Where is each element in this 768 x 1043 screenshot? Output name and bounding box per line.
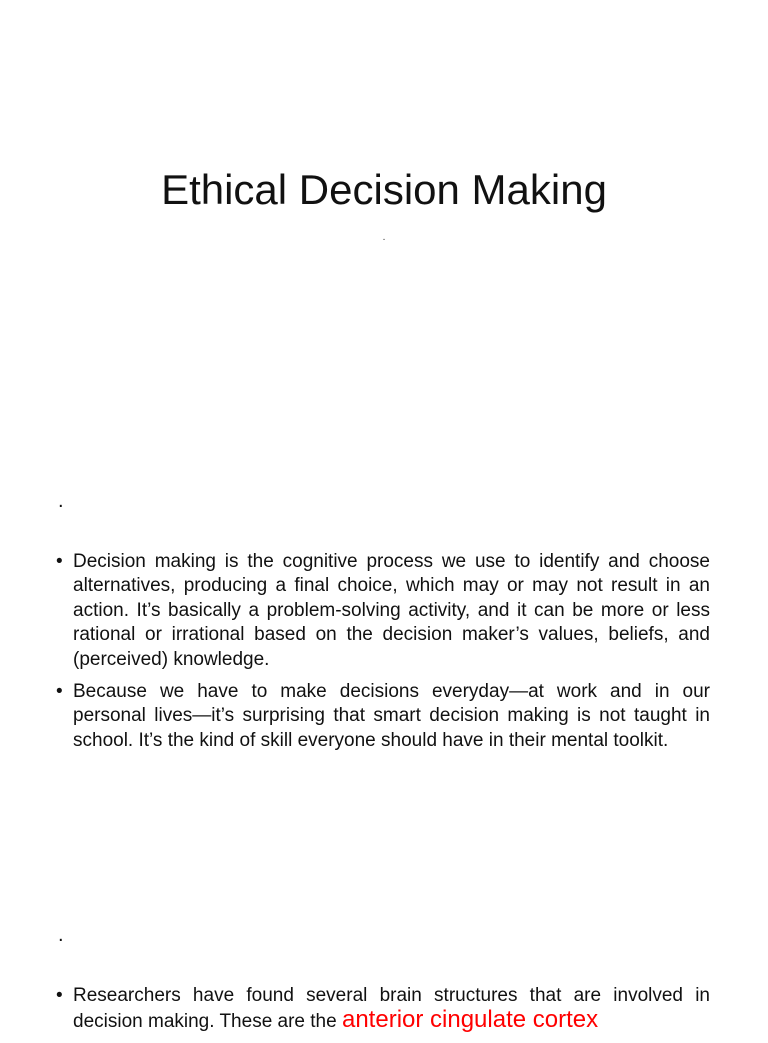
bullet-item: • Decision making is the cognitive process we use to identify and choose alternatives, producing a final choice, which may or may not result in an action. It’s basically a problem-solving activity, and it can be more or less rational or irrational based on the decision maker’s values, beliefs, and (perceived) knowledge. bbox=[56, 550, 710, 672]
bullet-text: Researchers have found several brain structures that are involved in decision making. These are the bbox=[73, 985, 710, 1033]
highlighted-term: anterior cingulate cortex bbox=[341, 1006, 599, 1034]
empty-bullet-marker: . bbox=[58, 490, 64, 512]
bullet-list bbox=[56, 984, 710, 1043]
bullet-item: • Because we have to make decisions everyday—at work and in our personal lives—it’s surprising that smart decision making is not taught in school. It’s the kind of skill everyone should have in their mental toolkit. bbox=[56, 680, 710, 753]
slide-title-heading: Ethical Decision Making bbox=[161, 166, 607, 213]
slide-subtitle: . bbox=[382, 232, 386, 243]
bullet-item bbox=[56, 984, 710, 1035]
bullet-list bbox=[56, 550, 710, 761]
empty-bullet-marker: . bbox=[58, 924, 64, 946]
